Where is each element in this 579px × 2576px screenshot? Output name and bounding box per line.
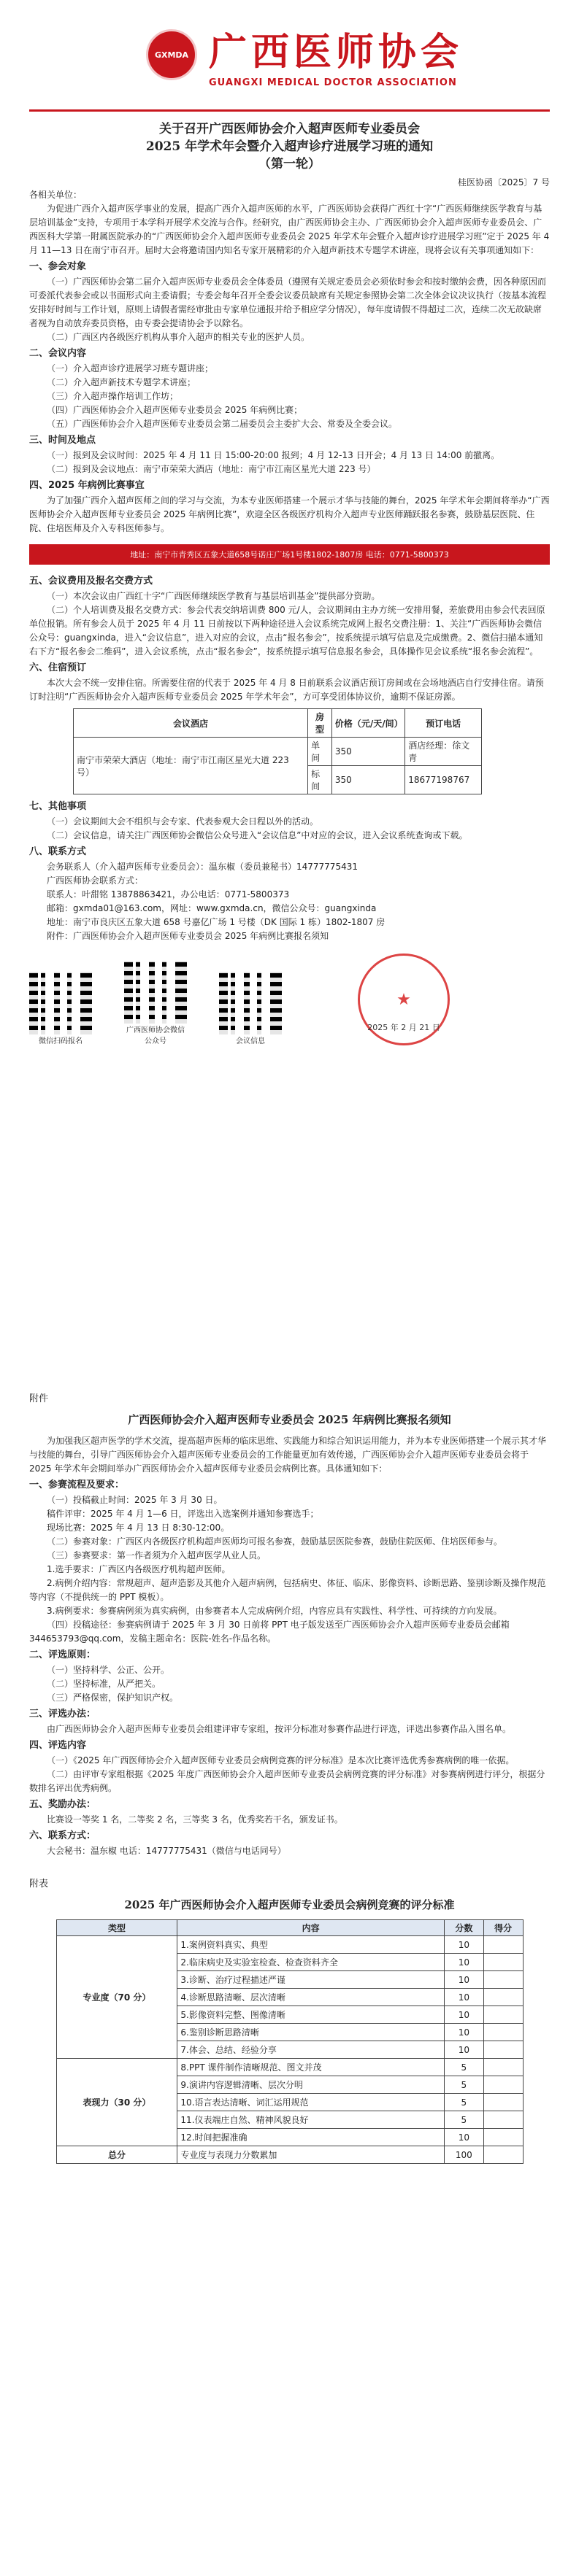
section-item: 会务联系人（介入超声医师专业委员会）：温东椒（委员兼秘书）14777775431 <box>47 862 358 872</box>
attachment-line: 现场比赛：2025 年 4 月 13 日 8:30-12:00。 <box>47 1523 230 1533</box>
room-type-cell: 标间 <box>308 766 332 794</box>
score-table-title: 2025 年广西医师协会介入超声医师专业委员会病例竞赛的评分标准 <box>124 1898 455 1911</box>
section-item: （一）广西医师协会第二届介入超声医师专业委员会全体委员（遵照有关规定委员会必须依时参会和按时缴纳会费，因各种原因而可委派代表参会或以书面形式向主委请假；专委会每年召开全委会议委员缺席有关规定参照协会第二次全体会议决议执行（按基本流程安排好时间与工作计划，原则上请假者需经审批由专家单位通报并给予相应学分情况），每年度请假不得超过二次，连续二次无故缺席者视为自动放弃委员资格，由专委会提请协会予以除名。 <box>29 276 547 328</box>
attachment-heading: 二、评选原则： <box>29 1649 96 1660</box>
section-item: （四）广西医师协会介入超声医师专业委员会 2025 年病例比赛； <box>47 405 303 415</box>
score-row <box>56 2059 523 2076</box>
attachment-line: （二）坚持标准，从严把关。 <box>47 1679 161 1689</box>
qr-code-icon <box>124 961 187 1024</box>
score-value-cell: 10 <box>444 2129 483 2146</box>
attachment-line: 2.病例介绍内容：常规超声、超声造影及其他介入超声病例，包括病史、体征、临床、影像资料、诊断思路、鉴别诊断及操作规范等内容（不提供统一的 PPT 模板）。 <box>29 1578 546 1602</box>
score-blank-cell <box>483 1971 523 1989</box>
score-col-header: 分数 <box>444 1920 483 1936</box>
section-item: 地址：南宁市良庆区五象大道 658 号嘉亿广场 1 号楼（DK 国际 1 栋）1802-1807 房 <box>47 917 386 927</box>
score-blank-cell <box>483 2006 523 2024</box>
attachment-line: （四）投稿途径：参赛病例请于 2025 年 3 月 30 日前将 PPT 电子版发送至广西医师协会介入超声医师专业委员会邮箱 344653793@qq.com，发稿主题命名：医院-姓名-作品名称。 <box>29 1620 510 1644</box>
section-heading: 二、会议内容 <box>29 348 87 359</box>
score-content-cell: 1.案例资料真实、典型 <box>177 1936 445 1954</box>
attachment-line: （二）参赛对象：广西区内各级医疗机构超声医师均可报名参赛，鼓励基层医院参赛，鼓励住院医师、住培医师参与。 <box>47 1536 503 1547</box>
phone-cell: 酒店经理：徐文青 <box>405 738 482 766</box>
score-content-cell: 6.鉴别诊断思路清晰 <box>177 2024 445 2041</box>
section-item: （二）介入超声新技术专题学术讲座； <box>47 377 196 387</box>
section-item: 本次大会不统一安排住宿。所需要住宿的代表于 2025 年 4 月 8 日前联系会议酒店预订房间或在会场地酒店自行安排住宿。请预订时注明“广西医师协会介入超声医师专业委员会 2025 年学术年会”，方可享受团体协议价，逾期不保证房源。 <box>29 678 544 702</box>
hotel-col-header: 会议酒店 <box>74 709 308 738</box>
section-item: （一）会议期间大会不组织与会专家、代表参观大会日程以外的活动。 <box>47 816 319 827</box>
notice-sections-1 <box>29 259 550 535</box>
attachment-label: 附件 <box>29 1393 49 1404</box>
score-value-cell: 100 <box>444 2146 483 2164</box>
hotel-name-cell: 南宁市荣荣大酒店（地址：南宁市江南区星光大道 223 号） <box>74 738 308 794</box>
score-value-cell: 10 <box>444 2024 483 2041</box>
score-value-cell: 5 <box>444 2094 483 2111</box>
official-seal-icon: ★ 2025 年 2 月 21 日 <box>358 954 450 1045</box>
qr-code-icon <box>29 972 92 1034</box>
score-content-cell: 7.体会、总结、经验分享 <box>177 2041 445 2059</box>
hotel-table <box>73 708 482 794</box>
score-blank-cell <box>483 2041 523 2059</box>
score-blank-cell <box>483 2059 523 2076</box>
section-item: 联系人：叶甜铭 13878863421，办公电话：0771-5800373 <box>47 889 290 900</box>
section-item: 为了加强广西介入超声医师之间的学习与交流，为本专业医师搭建一个展示才华与技能的舞台，2025 年学术年会期间将举办“广西医师协会介入超声医师专业委员会 2025 年病例比赛”，欢迎全区各级医疗机构介入超声专业医师踊跃报名参赛，鼓励基层医院、住院、住培医师及介入专科医师参与。 <box>29 495 550 533</box>
notice-sections-3 <box>29 799 550 943</box>
hotel-col-header: 房型 <box>308 709 332 738</box>
hotel-col-header: 预订电话 <box>405 709 482 738</box>
qr-code-row <box>29 954 550 1045</box>
hotel-col-header: 价格（元/天/间） <box>331 709 404 738</box>
attachment-line: 1.选手要求：广西区内各级医疗机构超声医师。 <box>47 1564 231 1574</box>
section-item: （一）介入超声诊疗进展学习班专题讲座； <box>47 363 214 374</box>
score-col-header: 得分 <box>483 1920 523 1936</box>
score-content-cell: 11.仪表端庄自然、精神风貌良好 <box>177 2111 445 2129</box>
score-blank-cell <box>483 1936 523 1954</box>
section-item: （五）广西医师协会介入超声医师专业委员会第二届委员会主委扩大会、常委及全委会议。 <box>47 419 398 429</box>
section-heading: 五、会议费用及报名交费方式 <box>29 576 153 587</box>
section-item: （二）报到及会议地点：南宁市荣荣大酒店（地址：南宁市江南区星光大道 223 号） <box>47 464 376 474</box>
document-number: 桂医协函〔2025〕7 号 <box>458 177 550 187</box>
attachment-heading: 三、评选办法： <box>29 1709 96 1720</box>
letterhead <box>29 0 550 112</box>
score-type-cell: 专业度（70 分） <box>56 1936 177 2059</box>
attachment-line: 大会秘书：温东椒 电话：14777775431（微信与电话同号） <box>47 1846 286 1856</box>
section-heading: 六、住宿预订 <box>29 662 87 673</box>
address-bar: 地址：南宁市青秀区五象大道658号诺庄广场1号楼1802-1807房 电话：0771-5800373 <box>29 544 550 565</box>
score-blank-cell <box>483 2024 523 2041</box>
score-blank-cell <box>483 1954 523 1971</box>
attachment-line: （二）由评审专家组根据《2025 年度广西医师协会介入超声医师专业委员会病例竞赛的评分标准》对参赛病例进行评分，根据分数排名评出优秀病例。 <box>29 1769 545 1793</box>
section-item: （二）广西区内各级医疗机构从事介入超声的相关专业的医护人员。 <box>47 332 310 342</box>
score-content-cell: 2.临床病史及实验室检查、检查资料齐全 <box>177 1954 445 1971</box>
score-content-cell: 10.语言表达清晰、词汇运用规范 <box>177 2094 445 2111</box>
score-type-cell: 表现力（30 分） <box>56 2059 177 2146</box>
score-col-header: 内容 <box>177 1920 445 1936</box>
attachment-body <box>29 1477 550 1858</box>
score-type-cell: 总分 <box>56 2146 177 2164</box>
score-blank-cell <box>483 2094 523 2111</box>
qr-meeting-info[interactable]: 会议信息 <box>219 972 282 1045</box>
qr-official-account[interactable]: 广西医师协会微信公众号 <box>124 961 187 1045</box>
attachment-line: 稿件评审：2025 年 4 月 1—6 日，评选出入选案例并通知参赛选手； <box>47 1509 319 1519</box>
phone-cell: 18677198767 <box>405 766 482 794</box>
score-value-cell: 5 <box>444 2076 483 2094</box>
score-blank-cell <box>483 1989 523 2006</box>
price-cell: 350 <box>331 766 404 794</box>
attachment-sheet <box>29 1379 550 2576</box>
attachment-line: （一）投稿截止时间：2025 年 3 月 30 日。 <box>47 1495 223 1505</box>
notice-sheet <box>29 0 550 1364</box>
score-content-cell: 专业度与表现力分数累加 <box>177 2146 445 2164</box>
score-value-cell: 10 <box>444 1971 483 1989</box>
attachment-line: （一）坚持科学、公正、公开。 <box>47 1665 170 1675</box>
seal-date: 2025 年 2 月 21 日 <box>367 1023 440 1032</box>
attachment-heading: 六、联系方式： <box>29 1830 96 1841</box>
section-item: 邮箱：gxmda01@163.com，网址：www.gxmda.cn，微信公众号：guangxinda <box>47 903 377 913</box>
section-heading: 四、2025 年病例比赛事宜 <box>29 480 145 491</box>
intro-paragraph: 为促进广西介入超声医学事业的发展，提高广西介入超声医师的水平，广西医师协会获得广西红十字“广西医师继续医学教育与基层培训基金”支持，专项用于本学科开展学术交流与合作。经研究，由广西医师协会主办、广西医师协会介入超声医师专业委员会、广西医科大学第一附属医院承办的“广西医师协会介入超声医师专业委员会 2025 年学术年会暨介入超声诊疗进展学习班”定于 2025 年 4 月 11—13 日在南宁市召开。届时大会将邀请国内知名专家开展精彩的介入超声新技术专题学术讲座，现将会议有关事项通知如下： <box>29 204 550 255</box>
section-item: （三）介入超声操作培训工作坊； <box>47 391 179 401</box>
section-item: （一）报到及会议时间：2025 年 4 月 11 日 15:00-20:00 报到；4 月 12-13 日开会；4 月 13 日 14:00 前撤离。 <box>47 450 500 460</box>
org-name-cn: 广西医师协会 <box>209 30 464 74</box>
title-line: （第一轮） <box>258 157 321 171</box>
attachment-line: 比赛设一等奖 1 名，二等奖 2 名，三等奖 3 名，优秀奖若干名，颁发证书。 <box>47 1814 343 1825</box>
attachment-line: 3.病例要求：参赛病例须为真实病例，由参赛者本人完成病例介绍，内容应具有实践性、科学性、可持续的方向发展。 <box>47 1606 502 1616</box>
attachment-heading: 四、评选内容 <box>29 1740 87 1751</box>
notice-sections-2 <box>29 573 550 704</box>
score-value-cell: 10 <box>444 1936 483 1954</box>
section-item: （二）个人培训费及报名交费方式：参会代表交纳培训费 800 元/人，会议期间由主办方统一安排用餐，差旅费用由参会代表回原单位报销。所有参会人员于 2025 年 4 月 11 日前按以下两种途径进入会议系统完成网上报名交费注册：1、关注“广西医师协会微信公众号：guangxinda，进入“会议信息”，进入对应的会议，点击“报名参会”，按系统提示填写信息及完成缴费。2、微信扫描本通知右下方“报名参会二维码”，进入会议系统，点击“报名参会”，按系统提示填写信息报名参会，具体操作见会议系统“报名参会流程”。 <box>29 605 545 657</box>
score-blank-cell <box>483 2076 523 2094</box>
attachment-line: 由广西医师协会介入超声医师专业委员会组建评审专家组，按评分标准对参赛作品进行评选，评选出参赛作品入围名单。 <box>47 1724 512 1734</box>
score-content-cell: 12.时间把握准确 <box>177 2129 445 2146</box>
score-row <box>56 1936 523 1954</box>
score-value-cell: 10 <box>444 2006 483 2024</box>
score-value-cell: 5 <box>444 2059 483 2076</box>
score-content-cell: 5.影像资料完整、图像清晰 <box>177 2006 445 2024</box>
score-value-cell: 5 <box>444 2111 483 2129</box>
score-value-cell: 10 <box>444 1954 483 1971</box>
section-item: 广西医师协会联系方式： <box>47 875 144 886</box>
score-blank-cell <box>483 2146 523 2164</box>
notice-title <box>29 120 550 173</box>
org-name-en: GUANGXI MEDICAL DOCTOR ASSOCIATION <box>209 77 457 88</box>
section-heading: 八、联系方式 <box>29 846 87 857</box>
score-table <box>56 1919 524 2164</box>
score-blank-cell <box>483 2111 523 2129</box>
score-content-cell: 8.PPT 课件制作清晰规范、图文并茂 <box>177 2059 445 2076</box>
score-content-cell: 4.诊断思路清晰、层次清晰 <box>177 1989 445 2006</box>
score-value-cell: 10 <box>444 1989 483 2006</box>
price-cell: 350 <box>331 738 404 766</box>
attachment-line: （三）参赛要求：第一作者须为介入超声医学从业人员。 <box>47 1550 267 1560</box>
section-item: （二）会议信息，请关注广西医师协会微信公众号进入“会议信息”中对应的会议，进入会议系统查询或下载。 <box>47 830 468 840</box>
attachment-line: （一）《2025 年广西医师协会介入超声医师专业委员会病例竞赛的评分标准》是本次比赛评选优秀参赛病例的唯一依据。 <box>47 1755 515 1765</box>
section-heading: 一、参会对象 <box>29 261 87 272</box>
score-row <box>56 2146 523 2164</box>
attachment-intro: 为加强我区超声医学的学术交流，提高超声医师的临床思维、实践能力和综合知识运用能力，并为本专业医师搭建一个展示其才华与技能的舞台，引导广西医师协会介入超声医师专业委员会的工作能量更加有效传递，广西医师协会介入超声医师专业委员会将于 2025 年学术年会期间举办广西医师协会介入超声医师专业委员会病例比赛。具体通知如下： <box>29 1436 547 1474</box>
title-line: 关于召开广西医师协会介入超声医师专业委员会 <box>159 122 420 136</box>
qr-signup[interactable]: 微信扫码报名 <box>29 972 92 1045</box>
attachment-heading: 五、奖励办法： <box>29 1799 96 1810</box>
score-blank-cell <box>483 2129 523 2146</box>
qr-code-icon <box>219 972 282 1034</box>
greeting: 各相关单位： <box>29 190 83 200</box>
score-content-cell: 3.诊断、治疗过程描述严谨 <box>177 1971 445 1989</box>
section-item: （一）本次会议由广西红十字“广西医师继续医学教育与基层培训基金”提供部分资助。 <box>47 591 380 601</box>
attachment-line: （三）严格保密，保护知识产权。 <box>47 1693 179 1703</box>
association-logo: GXMDA <box>146 29 197 80</box>
score-value-cell: 10 <box>444 2041 483 2059</box>
section-item: 附件：广西医师协会介入超声医师专业委员会 2025 年病例比赛报名须知 <box>47 931 329 941</box>
attachment-heading: 一、参赛流程及要求： <box>29 1480 125 1490</box>
title-line: 2025 年学术年会暨介入超声诊疗进展学习班的通知 <box>145 139 434 154</box>
score-content-cell: 9.演讲内容逻辑清晰、层次分明 <box>177 2076 445 2094</box>
score-col-header: 类型 <box>56 1920 177 1936</box>
section-heading: 七、其他事项 <box>29 801 87 812</box>
table-label: 附表 <box>29 1879 49 1890</box>
room-type-cell: 单间 <box>308 738 332 766</box>
attachment-title: 广西医师协会介入超声医师专业委员会 2025 年病例比赛报名须知 <box>128 1413 451 1426</box>
section-heading: 三、时间及地点 <box>29 435 96 446</box>
